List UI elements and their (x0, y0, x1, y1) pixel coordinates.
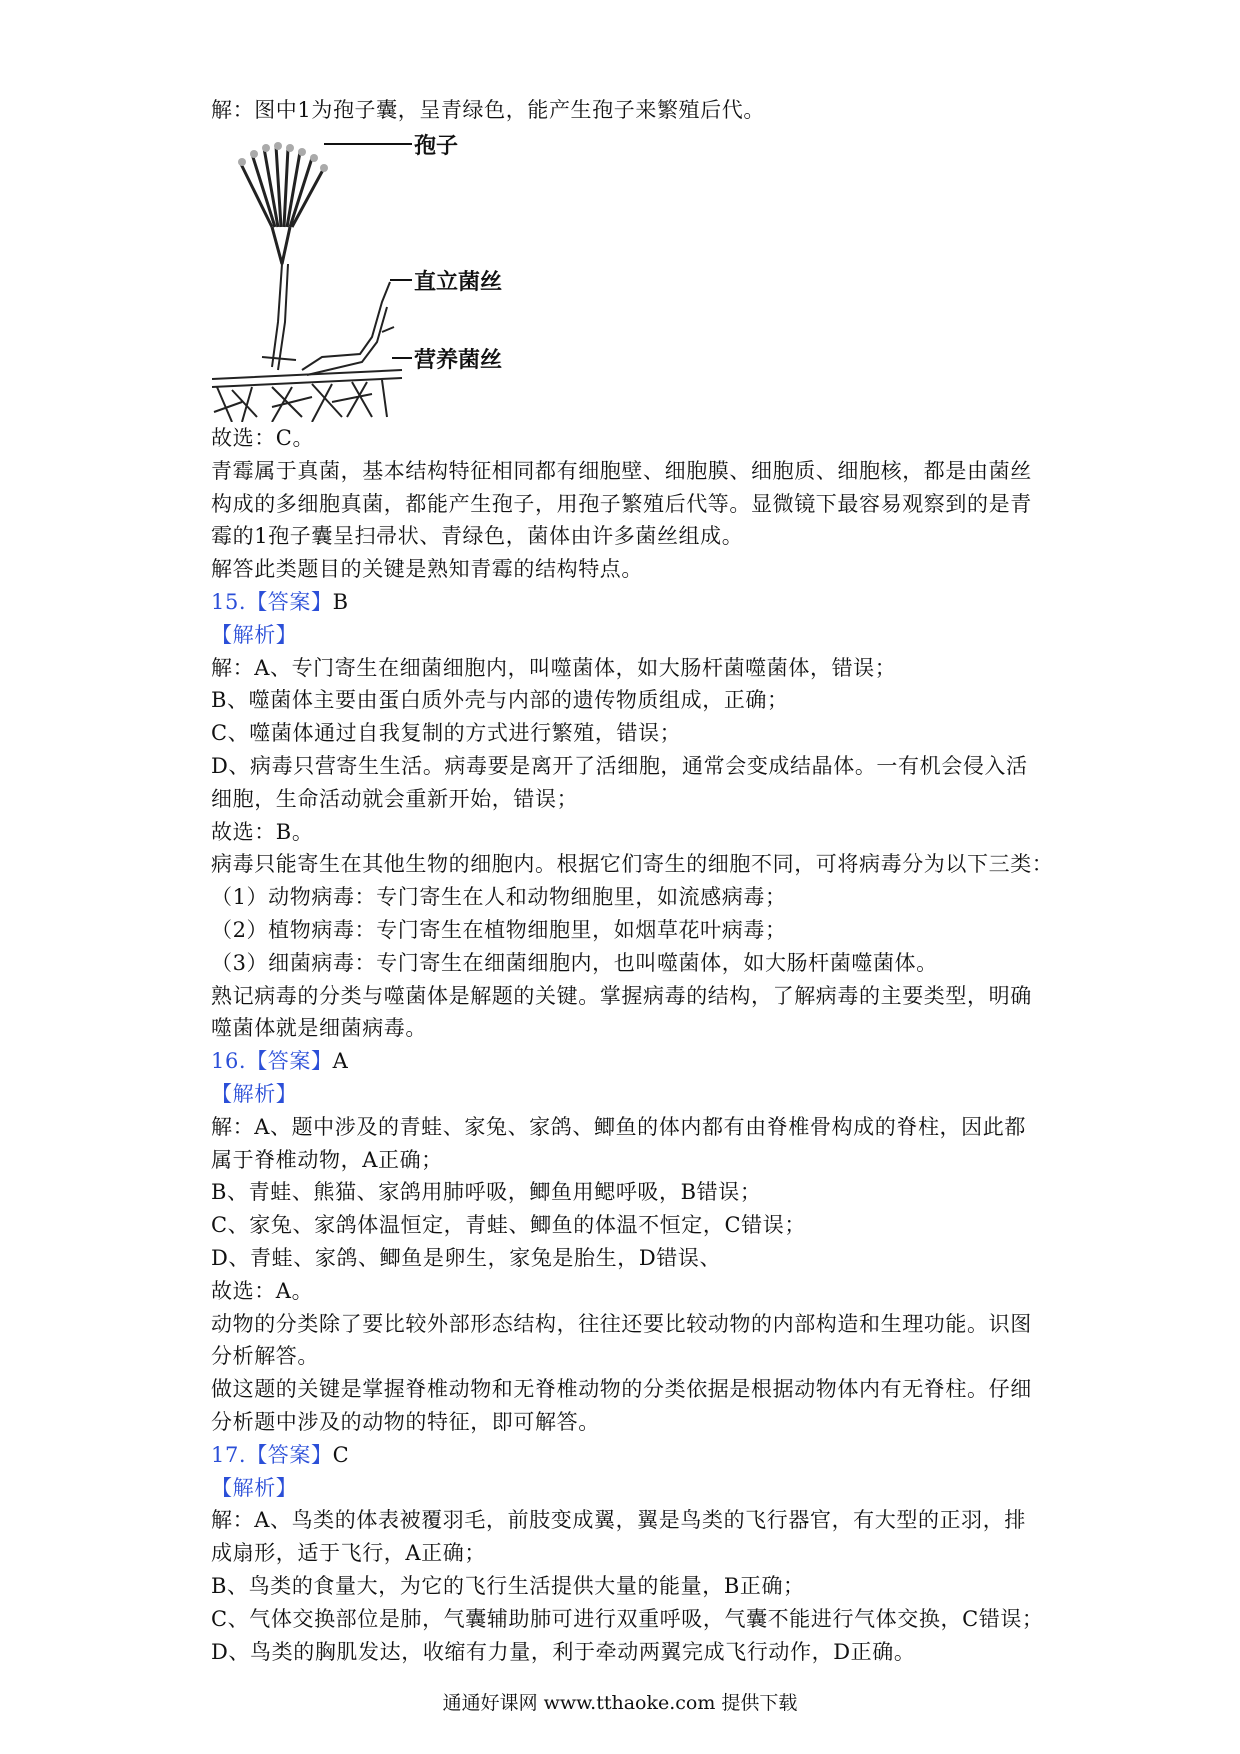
body-line: 病毒只能寄生在其他生物的细胞内。根据它们寄生的细胞不同，可将病毒分为以下三类： (211, 852, 1054, 877)
footer-source: 通通好课网 www.tthaoke.com 提供下载 (442, 1692, 798, 1714)
analysis-heading: 【解析】 (211, 1475, 298, 1500)
body-line: 解：A、专门寄生在细菌细胞内，叫噬菌体，如大肠杆菌噬菌体，错误； (211, 655, 897, 680)
body-line: D、病毒只营寄生生活。病毒要是离开了活细胞，通常会变成结晶体。一有机会侵入活 (211, 754, 1028, 778)
answer-label: 17.【答案】 (211, 1442, 333, 1467)
answer-letter: C (332, 1442, 350, 1467)
label-nutrient-hyphae: 营养菌丝 (414, 348, 503, 373)
body-line: 解：A、题中涉及的青蛙、家兔、家鸽、鲫鱼的体内都有由脊椎骨构成的脊柱，因此都 (211, 1114, 1026, 1139)
answer-letter: A (332, 1049, 349, 1074)
body-line: 做这题的关键是掌握脊椎动物和无脊椎动物的分类依据是根据动物体内有无脊柱。仔细 (211, 1377, 1032, 1402)
body-line: 噬菌体就是细菌病毒。 (211, 1016, 427, 1041)
body-line: 故选：B。 (211, 819, 314, 844)
body-line: 解：A、鸟类的体表被覆羽毛，前肢变成翼，翼是鸟类的飞行器官，有大型的正羽，排 (211, 1508, 1026, 1533)
penicillium-diagram (212, 132, 572, 422)
answer-label: 16.【答案】 (211, 1049, 333, 1074)
body-line: B、鸟类的食量大，为它的飞行生活提供大量的能量，B正确； (211, 1574, 805, 1598)
answer-label: 15.【答案】 (211, 590, 333, 614)
answer-heading (211, 1439, 349, 1472)
analysis-heading: 【解析】 (211, 1082, 298, 1106)
label-aerial-hyphae: 直立菌丝 (414, 270, 503, 295)
body-line: 故选：C。 (211, 426, 315, 450)
body-line: B、噬菌体主要由蛋白质外壳与内部的遗传物质组成，正确； (211, 688, 789, 713)
label-spore: 孢子 (414, 134, 459, 159)
body-line: 细胞，生命活动就会重新开始，错误； (211, 786, 579, 811)
body-line: 故选：A。 (211, 1278, 314, 1303)
body-line: D、青蛙、家鸽、鲫鱼是卵生，家兔是胎生，D错误、 (211, 1246, 722, 1270)
answer-letter: B (332, 590, 349, 614)
body-line: D、鸟类的胸肌发达，收缩有力量，利于牵动两翼完成飞行动作，D正确。 (211, 1639, 916, 1664)
body-line: 熟记病毒的分类与噬菌体是解题的关键。掌握病毒的结构，了解病毒的主要类型，明确 (211, 983, 1032, 1008)
body-line: 动物的分类除了要比较外部形态结构，往往还要比较动物的内部构造和生理功能。识图 (211, 1311, 1032, 1336)
body-line: 解答此类题目的关键是熟知青霉的结构特点。 (211, 557, 643, 582)
body-line: C、噬菌体通过自我复制的方式进行繁殖，错误； (211, 721, 682, 746)
body-line: 分析题中涉及的动物的特征，即可解答。 (211, 1410, 600, 1434)
penicillium-figure (212, 132, 572, 422)
body-line: （2）植物病毒：专门寄生在植物细胞里，如烟草花叶病毒； (211, 918, 787, 942)
body-line: 属于脊椎动物，A正确； (211, 1147, 443, 1172)
body-line: （3）细菌病毒：专门寄生在细菌细胞内，也叫噬菌体，如大肠杆菌噬菌体。 (211, 950, 938, 975)
answer-heading (211, 586, 349, 619)
body-line: 分析解答。 (211, 1344, 319, 1369)
body-line: C、气体交换部位是肺，气囊辅助肺可进行双重呼吸，气囊不能进行气体交换，C错误； (211, 1606, 1044, 1631)
body-line: 霉的1孢子囊呈扫帚状、青绿色，菌体由许多菌丝组成。 (211, 524, 744, 549)
answer-heading (211, 1045, 348, 1078)
body-line: 成扇形，适于飞行，A正确； (211, 1541, 486, 1566)
analysis-heading: 【解析】 (211, 622, 298, 647)
body-line: B、青蛙、熊猫、家鸽用肺呼吸，鲫鱼用鳃呼吸，B错误； (211, 1180, 762, 1205)
body-line: 构成的多细胞真菌，都能产生孢子，用孢子繁殖后代等。显微镜下最容易观察到的是青 (211, 491, 1032, 516)
body-line: （1）动物病毒：专门寄生在人和动物细胞里，如流感病毒； (211, 885, 787, 910)
body-line: 青霉属于真菌，基本结构特征相同都有细胞壁、细胞膜、细胞质、细胞核，都是由菌丝 (211, 458, 1032, 483)
intro-line: 解：图中1为孢子囊，呈青绿色，能产生孢子来繁殖后代。 (211, 98, 765, 122)
body-line: C、家兔、家鸽体温恒定，青蛙、鲫鱼的体温不恒定，C错误； (211, 1213, 806, 1238)
